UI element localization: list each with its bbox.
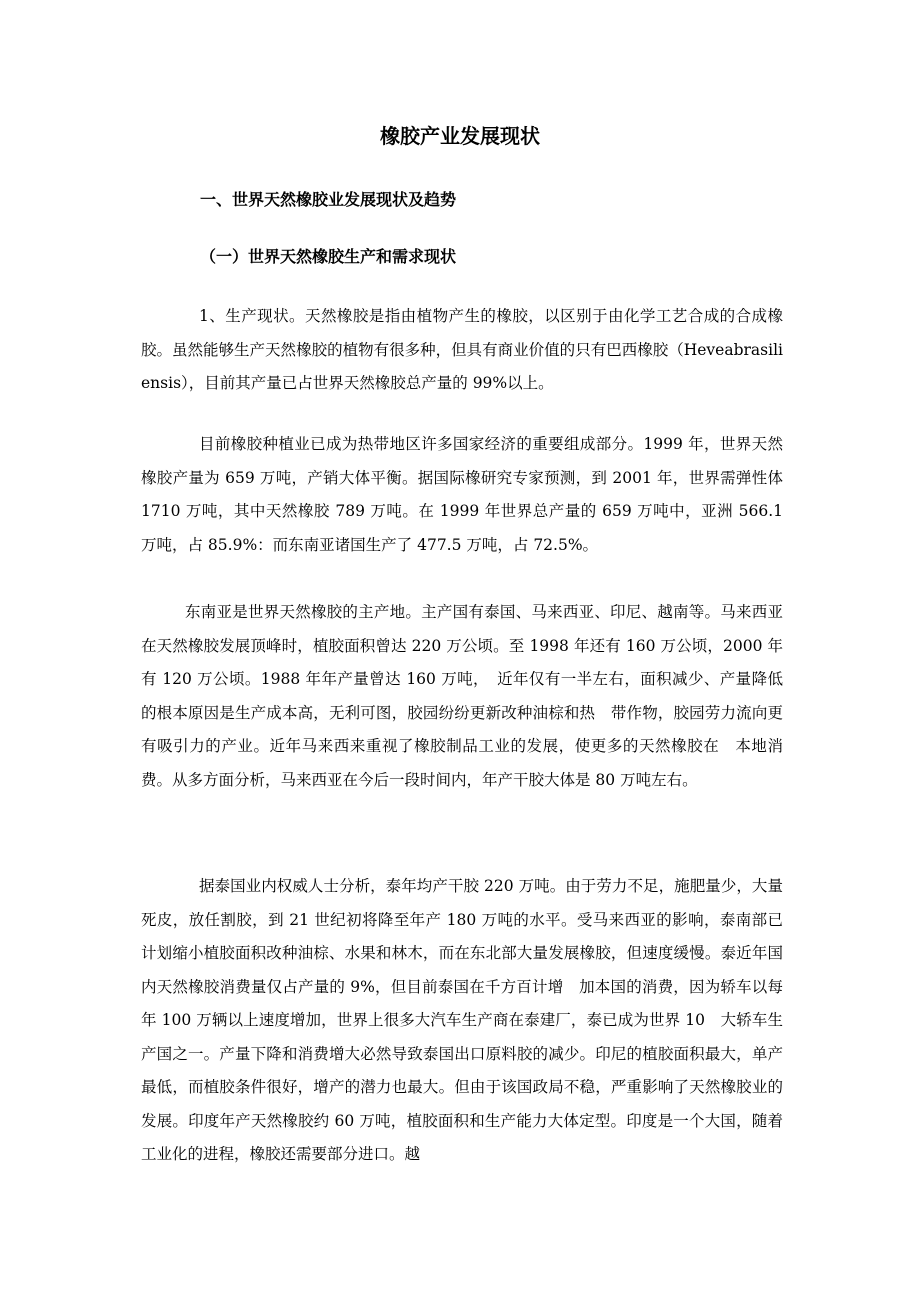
- paragraph-thailand: 据泰国业内权威人士分析，泰年均产干胶 220 万吨。由于劳力不足，施肥量少，大量死皮，放任割胶，到 21 世纪初将降至年产 180 万吨的水平。受马来西亚的影响，泰南部已计划缩小植胶面积改种油棕、水果和林木，而在东北部大量发展橡胶，但速度缓慢。泰近年国内天然橡胶消费量仅占产量的 9%，但目前泰国在千方百计增 加本国的消费，因为轿车以每年 100 万辆以上速度增加，世界上很多大汽车生产商在泰建厂，泰已成为世界 10 大轿车生产国之一。产量下降和消费增大必然导致泰国出口原料胶的减少。印尼的植胶面积最大，单产最低，而植胶条件很好，增产的潜力也最大。但由于该国政局不稳，严重影响了天然橡胶业的发展。印度年产天然橡胶约 60 万吨，植胶面积和生产能力大体定型。印度是一个大国，随着工业化的进程，橡胶还需要部分进口。越: [141, 877, 783, 1163]
- paragraph-southeast-asia: 东南亚是世界天然橡胶的主产地。主产国有泰国、马来西亚、印尼、越南等。马来西亚在天然橡胶发展顶峰时，植胶面积曾达 220 万公顷。至 1998 年还有 160 万公顷，2000 年有 120 万公顷。1988 年年产量曾达 160 万吨， 近年仅有一半左右，面积减少、产量降低的根本原因是生产成本高，无利可图，胶园纷纷更新改种油棕和热 带作物，胶园劳力流向更有吸引力的产业。近年马来西来重视了橡胶制品工业的发展，使更多的天然橡胶在 本地消费。从多方面分析，马来西亚在今后一段时间内，年产干胶大体是 80 万吨左右。: [141, 603, 783, 789]
- section-heading: 一、世界天然橡胶业发展现状及趋势: [200, 190, 457, 209]
- paragraph-production-status: 1、生产现状。天然橡胶是指由植物产生的橡胶，以区别于由化学工艺合成的合成橡胶。虽然能够生产天然橡胶的植物有很多种，但具有商业价值的只有巴西橡胶（Heveabrasiliensis），目前其产量已占世界天然橡胶总产量的 99%以上。: [141, 307, 783, 392]
- subsection-heading: （一）世界天然橡胶生产和需求现状: [200, 247, 457, 266]
- document-title: 橡胶产业发展现状: [380, 124, 540, 148]
- paragraph-world-output: 目前橡胶种植业已成为热带地区许多国家经济的重要组成部分。1999 年，世界天然橡胶产量为 659 万吨，产销大体平衡。据国际橡研究专家预测，到 2001 年，世界需弹性体 1710 万吨，其中天然橡胶 789 万吨。在 1999 年世界总产量的 659 万吨中，亚洲 566.1 万吨，占 85.9%：而东南亚诸国生产了 477.5 万吨，占 72.5%。: [141, 435, 783, 554]
